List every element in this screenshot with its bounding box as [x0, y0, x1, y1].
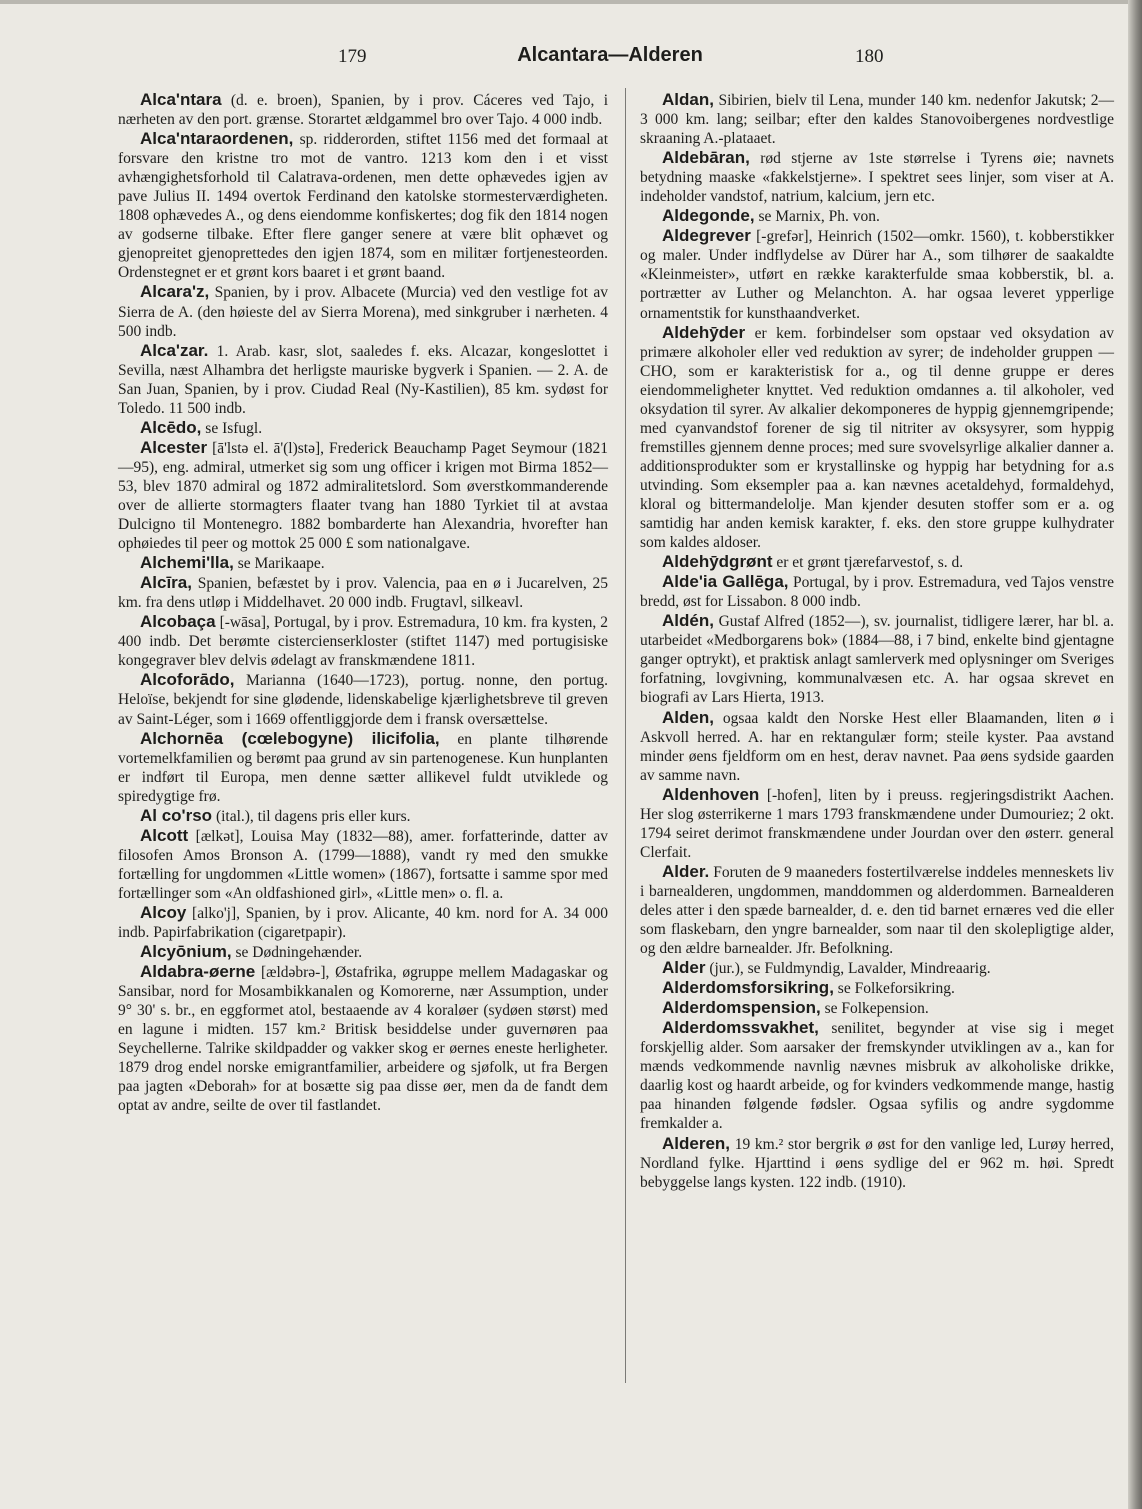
entry-text: Foruten de 9 maaneders fostertilværelse inddeles menneskets liv i barnealderen, ungdommen, manddommen og alderdommen. Barnealderen deles atter i den spæde barnealder, d. e. den tid barnet ernæres ved die eller som flaskebarn, den yngre barnealder, som naar til den skolepligtige alder, og den ældre barnealder. Jfr. Befolkning.	[640, 863, 1114, 958]
entry-headword: Aldehȳder	[662, 322, 746, 342]
page-header	[0, 44, 1128, 76]
entry-text: [ælkət], Louisa May (1832—88), amer. forfatterinde, datter av filosofen Amos Bronson A. (1799—1888), vandt ry med den smukke fortælling for ungdommen «Little women» (1867), fortsatte i samme spor med fortællinger som «An oldfashioned girl», «Little men» o. fl. a.	[118, 827, 608, 902]
entry-text: sp. ridderorden, stiftet 1156 med det formaal at forsvare den kristne tro mot de vantro. 1213 kom den i et visst avhængighetsforhold til Calatrava-ordenen, men dette ophævedes igjen av pave Julius II. 1494 overtok Ferdinand den katolske stormesterværdigheten. 1808 ophævedes A., og dens eiendomme konfiskertes; dog fik den 1814 nogen av godserne tilbake. Efter flere ganger senere at være blit ophævet og gjenopreitet gjenoprettedes den igjen 1874, som en militær fortjenesteorden. Ordenstegnet er et grønt kors baaret i et grønt baand.	[118, 131, 608, 282]
entry-text: Sibirien, bielv til Lena, munder 140 km. nedenfor Jakutsk; 2—3 000 km. lang; seilbar; efter den kaldes Stanovoibergenes nordvestlige skraaning A.-plataaet.	[640, 92, 1114, 148]
entry-headword: Alderen,	[662, 1133, 731, 1153]
encyclopedia-entry	[640, 226, 1114, 322]
entry-headword: Aldegrever	[662, 226, 751, 246]
encyclopedia-entry	[118, 962, 608, 1115]
entry-text: 19 km.² stor bergrik ø øst for den vanlige led, Lurøy herred, Nordland fylke. Hjarttind i øens sydlige del er 962 m. høi. Spredt bebyggelse langs kysten. 122 indb. (1910).	[640, 1135, 1114, 1191]
entry-text: ogsaa kaldt den Norske Hest eller Blaamanden, liten ø i Askvoll herred. A. har en rektangulær form; steile kyster. Paa avstand minder øens fjeldform om en hest, derav navnet. Paa øens sydside gaarden av samme navn.	[640, 709, 1114, 784]
entry-headword: Alcott	[140, 825, 189, 845]
encyclopedia-entry	[640, 1018, 1114, 1133]
entry-text: se Folkepension.	[820, 1000, 929, 1018]
encyclopedia-entry	[640, 1134, 1114, 1192]
entry-headword: Alde'ia Gallēga,	[662, 572, 789, 592]
entry-headword: Alcoy	[140, 902, 187, 922]
entry-text: [-grefər], Heinrich (1502—omkr. 1560), t. kobberstikker og maler. Under indflydelse av Dürer har A., som tilhører de saakaldte «Kleinmeister», utført en række karakterfulde smaa kobberstik, bl. a. portrætter av Luther og Melanchton. A. har ogsaa leveret ypperlige ornamentstik for kunsthaandverket.	[640, 228, 1114, 322]
entry-headword: Alchornēa (cœlebogyne) ilicifolia,	[140, 728, 440, 748]
entry-text: (d. e. broen), Spanien, by i prov. Cáceres ved Tajo, i nærheten av den port. grænse. Storartet ældgammel bro over Tajo. 4 000 indb.	[118, 92, 608, 129]
right-page-number: 180	[855, 46, 884, 67]
entry-text: [alko'j], Spanien, by i prov. Alicante, 40 km. nord for A. 34 000 indb. Papirfabrikation (cigaretpapir).	[118, 904, 608, 942]
entry-headword: Aldebāran,	[662, 148, 750, 168]
entry-text: (jur.), se Fuldmyndig, Lavalder, Mindreaarig.	[705, 960, 991, 978]
encyclopedia-entry	[118, 553, 608, 573]
encyclopedia-entry	[118, 418, 608, 438]
encyclopedia-entry	[118, 129, 608, 282]
entry-headword: Alderdomspension,	[662, 998, 821, 1018]
encyclopedia-entry	[640, 206, 1114, 226]
column-divider	[625, 88, 626, 1383]
entry-text: se Folkeforsikring.	[833, 980, 955, 998]
entry-headword: Aldabra-øerne	[140, 962, 256, 982]
encyclopedia-entry	[640, 611, 1114, 707]
entry-headword: Alder	[662, 958, 706, 978]
encyclopedia-entry	[118, 806, 608, 826]
entry-text: se Isfugl.	[201, 419, 263, 437]
entry-headword: Alcara'z,	[140, 282, 210, 302]
encyclopedia-entry	[118, 612, 608, 670]
entry-text: Gustaf Alfred (1852—), sv. journalist, tidligere lærer, har bl. a. utarbeidet «Medborgarens bok» (1884—88, i 7 bind, enkelte bind gjentagne ganger optrykt), et praktisk anlagt samlerverk med oplysninger om Sveriges forfatning, lovgivning, kommunalvæsen etc. A. har ogsaa skrevet en biografi av Lars Hierta, 1913.	[640, 613, 1114, 707]
left-column	[118, 90, 608, 1115]
encyclopedia-entry	[640, 323, 1114, 553]
entry-text: senilitet, begynder at vise sig i meget forskjellig alder. Som aarsaker der fremskynder utviklingen av a., kan for mænds vedkommende navnlig nævnes misbruk av alkoholiske drikke, daarlig kost og haardt arbeide, og for kvinders vedkommende mange, hastig paa hinanden følgende fødsler. Ogsaa syfilis og andre sygdomme fremkalder a.	[640, 1020, 1114, 1133]
entry-text: (ital.), til dagens pris eller kurs.	[212, 807, 411, 825]
encyclopedia-entry	[640, 785, 1114, 862]
entry-headword: Aldegonde,	[662, 206, 755, 226]
running-title: Alcantara—Alderen	[517, 44, 703, 66]
entry-text: [ældəbrə-], Østafrika, øgruppe mellem Madagaskar og Sansibar, nord for Mosambikkanalen og Komorerne, nær Assumption, under 9° 30' s. br., en eggformet atol, bestaaende av 4 koraløer (sydøen størst) med en lagune i midten. 157 km.² Britisk besiddelse under guvernøren paa Seychellerne. Talrike skildpadder og vakker skog er øernes eneste herligheter. 1879 drog endel norske emigrantfamilier, arbeidere og sjøfolk, ut fra Bergen paa jagten «Deborah» for at bosætte sig paa disse øer, men da de fandt dem optat av andre, seilte de over til fastlandet.	[118, 964, 608, 1115]
encyclopedia-entry	[640, 862, 1114, 958]
encyclopedia-entry	[118, 903, 608, 942]
encyclopedia-entry	[640, 572, 1114, 611]
entry-text: Marianna (1640—1723), portug. nonne, den portug. Heloïse, bekjendt for sine glødende, lidenskabelige kjærlighetsbreve til greven av Saint-Léger, som i 1669 offentliggjorde dem i fransk oversættelse.	[118, 672, 608, 728]
entry-text: se Dødningehænder.	[231, 944, 363, 962]
entry-headword: Alchemi'lla,	[140, 553, 234, 573]
encyclopedia-entry	[118, 282, 608, 340]
encyclopedia-entry	[640, 90, 1114, 148]
entry-text: se Marnix, Ph. von.	[754, 208, 880, 226]
entry-headword: Aldén,	[662, 611, 714, 631]
entry-headword: Alcoforādo,	[140, 670, 235, 690]
entry-text: er et grønt tjærefarvestof, s. d.	[772, 554, 964, 572]
entry-headword: Alcīra,	[140, 573, 192, 593]
right-column	[640, 90, 1114, 1192]
entry-headword: Alcēdo,	[140, 417, 202, 437]
encyclopedia-entry	[118, 573, 608, 612]
entry-headword: Alder.	[662, 861, 710, 881]
entry-headword: Aldenhoven	[662, 784, 760, 804]
entry-text: Spanien, befæstet by i prov. Valencia, paa en ø i Jucarelven, 25 km. fra dens utløp i Middelhavet. 20 000 indb. Frugtavl, silkeavl.	[118, 575, 608, 612]
entry-headword: Alcester	[140, 437, 208, 457]
entry-headword: Aldan,	[662, 90, 714, 109]
entry-text: Spanien, by i prov. Albacete (Murcia) ved den vestlige fot av Sierra de A. (den høieste del av Sierra Morena), med sinkgruber i nærheten. 4 500 indb.	[118, 284, 608, 340]
encyclopedia-entry	[118, 438, 608, 553]
encyclopedia-entry	[640, 552, 1114, 572]
encyclopedia-entry	[640, 978, 1114, 998]
entry-text: [-hofen], liten by i preuss. regjeringsdistrikt Aachen. Her slog østerrikerne 1 mars 1793 franskmændene under Dumouriez; 2 okt. 1794 seiret derimot franskmændene under Jourdan over den østerr. general Clerfait.	[640, 786, 1114, 861]
encyclopedia-entry	[640, 958, 1114, 978]
page-edge-shadow	[1128, 0, 1142, 1509]
entry-text: rød stjerne av 1ste størrelse i Tyrens øie; navnets betydning maaske «fakkelstjerne». I spektret sees linjer, som viser at A. indeholder vandstof, natrium, kalcium, jern etc.	[640, 150, 1114, 206]
encyclopedia-entry	[118, 90, 608, 129]
entry-headword: Alca'zar.	[140, 340, 209, 360]
entry-text: 1. Arab. kasr, slot, saaledes f. eks. Alcazar, kongeslottet i Sevilla, næst Alhambra det herligste mauriske bygverk i Spanien. — 2. A. de San Juan, Spanien, by i prov. Ciudad Real (Ny-Kastilien), 85 km. sydøst for Toledo. 11 500 indb.	[118, 342, 608, 417]
top-rule	[0, 0, 1128, 4]
encyclopedia-entry	[640, 148, 1114, 206]
entry-text: [-wāsa], Portugal, by i prov. Estremadura, 10 km. fra kysten, 2 400 indb. Det berømte cistercienserkloster (stiftet 1147) med portugisiske kongegraver blev delvis ødelagt av franskmændene 1811.	[118, 614, 608, 670]
entry-headword: Alcobaça	[140, 612, 216, 632]
encyclopedia-entry	[640, 998, 1114, 1018]
encyclopedia-entry	[118, 729, 608, 806]
entry-text: en plante tilhørende vortemelkfamilien og berømt paa grund av sin partenogenese. Kun hunplanten er indført til Europa, men denne sætter allikevel fuldt utviklede og spiredygtige frø.	[118, 730, 608, 805]
entry-text: Portugal, by i prov. Estremadura, ved Tajos venstre bredd, øst for Lissabon. 8 000 indb.	[640, 574, 1114, 611]
entry-headword: Aldehȳdgrønt	[662, 552, 773, 572]
entry-headword: Alderdomsforsikring,	[662, 978, 834, 998]
entry-headword: Alca'ntara	[140, 90, 222, 109]
entry-headword: Alcyōnium,	[140, 942, 232, 962]
encyclopedia-entry	[118, 670, 608, 728]
encyclopedia-entry	[118, 341, 608, 418]
entry-text: se Marikaape.	[233, 555, 325, 573]
entry-text: [ā'lstə el. ā'(l)stə], Frederick Beauchamp Paget Seymour (1821—95), eng. admiral, utmerket sig som ung officer i krigen mot Birma 1852—53, blev 1870 admiral og 1872 admiralitetslord. Som øverstkommanderende over de allierte stormagters flaater tvang han 1880 Tyrkiet til at avstaa Dulcigno til Montenegro. 1882 bombarderte han Alexandria, hvorefter han ophøiedes til peer og mottok 25 000 £ som nationalgave.	[118, 439, 608, 553]
entry-text: er kem. forbindelser som opstaar ved oksydation av primære alkoholer eller ved reduktion av syrer; de indeholder gruppen —CHO, som er karakteristisk for a., og til denne gruppe er deres eiendommeligheter knyttet. Ved reduktion omdannes a. til alkoholer, ved oksydation til syrer. Av alkalier dekomponeres de hyppig gjennemgripende; med cyanvandstof forener de sig til nitriter av oksysyrer, som hyppig fremstilles gjennem denne proces; med sure svovelsyrlige alkalier danner a. additionsprodukter som er krystallinske og hyppig har betydning for a.s utvinding. Som eksempler paa a. kan nævnes acetaldehyd, formaldehyd, kloral og bittermandelolje. Man kjender desuten stoffer som er a. og samtidig har anden kemisk karakter, f. eks. den store gruppe kulhydrater som kaldes aldoser.	[640, 324, 1114, 552]
entry-headword: Alden,	[662, 707, 714, 727]
entry-headword: Alca'ntaraordenen,	[140, 129, 294, 149]
left-page-number: 179	[338, 46, 367, 67]
entry-headword: Al co'rso	[140, 805, 213, 825]
encyclopedia-entry	[640, 708, 1114, 785]
encyclopedia-entry	[118, 826, 608, 903]
encyclopedia-entry	[118, 942, 608, 962]
entry-headword: Alderdomssvakhet,	[662, 1018, 819, 1038]
